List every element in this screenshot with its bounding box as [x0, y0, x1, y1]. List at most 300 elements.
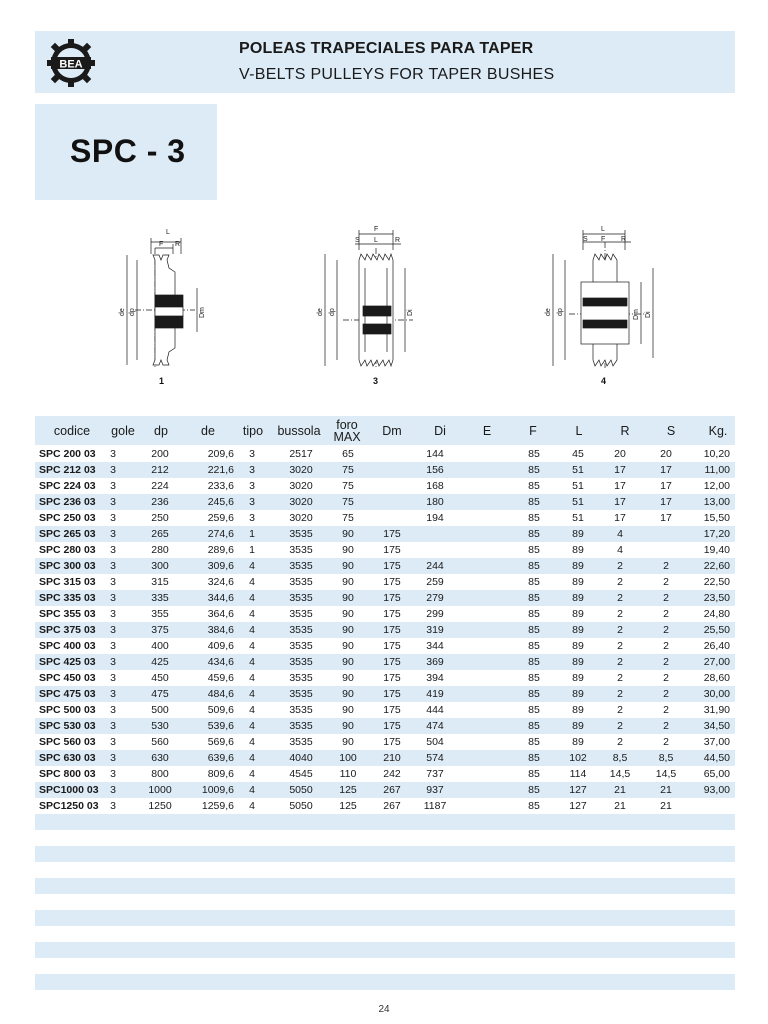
svg-text:L: L	[374, 237, 378, 244]
table-cell-de: 1009,6	[201, 784, 234, 796]
table-cell-dp: 500	[151, 704, 169, 716]
table-cell-kg: 10,20	[703, 448, 730, 460]
table-cell-e	[462, 526, 482, 542]
table-row	[35, 542, 735, 558]
table-row	[35, 638, 735, 654]
table-cell-codice: SPC 800 03	[39, 768, 96, 780]
table-row	[35, 750, 735, 766]
table-cell-f: 85	[528, 672, 540, 684]
svg-text:Di: Di	[407, 309, 414, 316]
empty-table-row	[35, 958, 735, 974]
svg-text:R: R	[621, 236, 627, 243]
svg-text:dp: dp	[129, 308, 136, 316]
table-cell-dp: 335	[151, 592, 169, 604]
table-cell-dp: 355	[151, 608, 169, 620]
table-cell-kg: 19,40	[703, 544, 730, 556]
svg-text:de: de	[119, 308, 126, 316]
table-cell-s: 2	[663, 608, 669, 620]
table-cell-gole: 3	[110, 464, 116, 476]
table-cell-dm: 242	[383, 768, 401, 780]
table-cell-r: 2	[617, 672, 623, 684]
table-cell-codice: SPC 450 03	[39, 672, 96, 684]
table-cell-di: 504	[426, 736, 444, 748]
table-cell-dm	[370, 462, 414, 478]
table-cell-de: 1259,6	[201, 800, 234, 812]
table-cell-tipo: 4	[249, 624, 255, 636]
table-cell-bussola: 3535	[289, 560, 313, 572]
table-cell-s: 2	[663, 560, 669, 572]
table-cell-e	[462, 478, 482, 494]
table-cell-codice: SPC 530 03	[39, 720, 96, 732]
table-cell-gole: 3	[110, 752, 116, 764]
table-cell-s: 2	[663, 640, 669, 652]
table-cell-gole: 3	[110, 624, 116, 636]
table-cell-gole: 3	[110, 496, 116, 508]
table-cell-kg: 65,00	[703, 768, 730, 780]
table-cell-foro-max: 75	[342, 480, 354, 492]
table-cell-kg: 25,50	[703, 624, 730, 636]
table-cell-r: 2	[617, 688, 623, 700]
table-cell-r: 2	[617, 592, 623, 604]
table-cell-foro-max: 75	[342, 464, 354, 476]
table-cell-foro-max: 90	[342, 576, 354, 588]
table-cell-bussola: 3535	[289, 736, 313, 748]
table-cell-l: 89	[572, 688, 584, 700]
table-cell-gole: 3	[110, 560, 116, 572]
table-cell-f: 85	[528, 544, 540, 556]
table-cell-de: 809,6	[207, 768, 234, 780]
table-cell-dp: 236	[151, 496, 169, 508]
table-cell-di: 444	[426, 704, 444, 716]
col-header-e: E	[482, 423, 492, 438]
figure-number-3: 3	[373, 376, 379, 386]
table-cell-de: 484,6	[207, 688, 234, 700]
table-cell-codice: SPC 315 03	[39, 576, 96, 588]
table-cell-s: 17	[660, 496, 672, 508]
table-cell-e	[462, 750, 482, 766]
table-cell-di: 168	[426, 480, 444, 492]
table-cell-di: 474	[426, 720, 444, 732]
table-cell-bussola: 3535	[289, 624, 313, 636]
table-cell-s: 8,5	[658, 752, 674, 764]
col-header-di: Di	[434, 423, 446, 438]
table-cell-gole: 3	[110, 480, 116, 492]
table-cell-dp: 1000	[148, 784, 172, 796]
table-cell-bussola: 3020	[289, 480, 313, 492]
empty-table-row	[35, 878, 735, 894]
table-cell-l: 127	[569, 800, 587, 812]
table-cell-de: 509,6	[207, 704, 234, 716]
table-cell-dm	[370, 478, 414, 494]
figure-type-3	[313, 220, 423, 386]
table-cell-r: 2	[617, 704, 623, 716]
table-cell-gole: 3	[110, 448, 116, 460]
table-cell-foro-max: 90	[342, 656, 354, 668]
title-english: V-BELTS PULLEYS FOR TAPER BUSHES	[239, 66, 555, 83]
table-cell-gole: 3	[110, 688, 116, 700]
table-cell-kg: 28,60	[703, 672, 730, 684]
table-cell-dm: 175	[383, 720, 401, 732]
empty-table-row	[35, 846, 735, 862]
table-cell-gole: 3	[110, 528, 116, 540]
table-cell-s: 2	[663, 736, 669, 748]
table-cell-e	[462, 622, 482, 638]
table-row	[35, 558, 735, 574]
table-cell-foro-max: 90	[342, 704, 354, 716]
figure-type-4	[541, 220, 661, 386]
table-cell-di: 194	[426, 512, 444, 524]
table-cell-bussola: 3020	[289, 496, 313, 508]
table-cell-codice: SPC 425 03	[39, 656, 96, 668]
table-cell-codice: SPC 475 03	[39, 688, 96, 700]
table-cell-e	[462, 670, 482, 686]
table-cell-e	[462, 638, 482, 654]
table-cell-gole: 3	[110, 720, 116, 732]
table-cell-r: 2	[617, 736, 623, 748]
table-cell-r: 4	[617, 544, 623, 556]
table-cell-foro-max: 90	[342, 640, 354, 652]
table-cell-codice: SPC 500 03	[39, 704, 96, 716]
table-cell-f: 85	[528, 768, 540, 780]
col-header-l: L	[575, 423, 583, 438]
table-cell-dm: 175	[383, 624, 401, 636]
table-cell-kg: 23,50	[703, 592, 730, 604]
table-cell-di: 344	[426, 640, 444, 652]
table-cell-s: 17	[660, 464, 672, 476]
svg-text:F: F	[374, 226, 379, 233]
table-row	[35, 478, 735, 494]
table-cell-f: 85	[528, 448, 540, 460]
table-cell-codice: SPC 630 03	[39, 752, 96, 764]
table-cell-kg: 30,00	[703, 688, 730, 700]
table-cell-f: 85	[528, 656, 540, 668]
table-cell-r: 8,5	[612, 752, 628, 764]
table-cell-bussola: 3535	[289, 656, 313, 668]
table-cell-f: 85	[528, 512, 540, 524]
col-header-foro-max: foro MAX	[333, 417, 361, 444]
empty-table-row	[35, 910, 735, 926]
table-cell-bussola: 4040	[289, 752, 313, 764]
table-cell-di: 737	[426, 768, 444, 780]
table-cell-f: 85	[528, 752, 540, 764]
table-cell-f: 85	[528, 592, 540, 604]
table-cell-bussola: 3535	[289, 704, 313, 716]
table-cell-r: 20	[614, 448, 626, 460]
table-cell-f: 85	[528, 688, 540, 700]
table-cell-e	[462, 558, 482, 574]
table-cell-f: 85	[528, 640, 540, 652]
table-cell-foro-max: 75	[342, 512, 354, 524]
table-cell-tipo: 3	[249, 512, 255, 524]
table-cell-f: 85	[528, 784, 540, 796]
table-cell-tipo: 4	[249, 800, 255, 812]
table-cell-dp: 425	[151, 656, 169, 668]
table-cell-tipo: 3	[249, 480, 255, 492]
table-cell-s: 21	[660, 784, 672, 796]
empty-table-row	[35, 974, 735, 990]
table-cell-di: 419	[426, 688, 444, 700]
empty-table-row	[35, 830, 735, 846]
empty-table-row	[35, 894, 735, 910]
table-cell-foro-max: 90	[342, 624, 354, 636]
table-cell-l: 127	[569, 784, 587, 796]
table-cell-codice: SPC 280 03	[39, 544, 96, 556]
svg-text:dp: dp	[329, 308, 336, 316]
table-cell-de: 221,6	[207, 464, 234, 476]
table-row	[35, 654, 735, 670]
table-cell-dp: 280	[151, 544, 169, 556]
table-cell-kg: 27,00	[703, 656, 730, 668]
table-cell-e	[462, 462, 482, 478]
table-cell-codice: SPC 224 03	[39, 480, 96, 492]
table-cell-s: 2	[663, 672, 669, 684]
table-cell-l: 89	[572, 560, 584, 572]
table-cell-f: 85	[528, 704, 540, 716]
table-cell-foro-max: 125	[339, 784, 357, 796]
svg-text:L: L	[601, 226, 605, 233]
table-cell-de: 309,6	[207, 560, 234, 572]
table-cell-codice: SPC 335 03	[39, 592, 96, 604]
table-cell-bussola: 3535	[289, 592, 313, 604]
table-cell-tipo: 1	[249, 544, 255, 556]
table-row	[35, 702, 735, 718]
table-cell-codice: SPC 355 03	[39, 608, 96, 620]
table-row	[35, 526, 735, 542]
table-cell-l: 51	[572, 480, 584, 492]
table-cell-di: 319	[426, 624, 444, 636]
table-cell-de: 639,6	[207, 752, 234, 764]
table-cell-r: 17	[614, 496, 626, 508]
table-header	[35, 416, 735, 445]
table-cell-gole: 3	[110, 672, 116, 684]
table-cell-r: 2	[617, 608, 623, 620]
table-cell-di: 299	[426, 608, 444, 620]
table-cell-codice: SPC1250 03	[39, 800, 99, 812]
table-cell-tipo: 4	[249, 752, 255, 764]
table-cell-l: 51	[572, 464, 584, 476]
table-cell-tipo: 4	[249, 768, 255, 780]
table-cell-r: 2	[617, 560, 623, 572]
table-cell-dm: 175	[383, 544, 401, 556]
table-cell-di: 180	[426, 496, 444, 508]
table-cell-tipo: 4	[249, 672, 255, 684]
table-cell-dm	[370, 510, 414, 526]
table-row	[35, 782, 735, 798]
col-header-codice: codice	[53, 423, 91, 438]
table-cell-kg	[688, 798, 730, 814]
table-cell-gole: 3	[110, 512, 116, 524]
empty-table-row	[35, 942, 735, 958]
table-cell-dp: 375	[151, 624, 169, 636]
table-cell-s: 20	[660, 448, 672, 460]
table-cell-r: 2	[617, 624, 623, 636]
col-header-kg: Kg.	[708, 423, 728, 438]
table-row	[35, 622, 735, 638]
table-cell-e	[462, 606, 482, 622]
table-cell-gole: 3	[110, 592, 116, 604]
table-cell-dp: 800	[151, 768, 169, 780]
table-cell-codice: SPC 560 03	[39, 736, 96, 748]
table-cell-e	[462, 718, 482, 734]
col-header-bussola: bussola	[277, 423, 321, 438]
table-cell-l: 89	[572, 672, 584, 684]
table-cell-l: 102	[569, 752, 587, 764]
table-row	[35, 462, 735, 478]
table-cell-foro-max: 100	[339, 752, 357, 764]
table-cell-e	[462, 510, 482, 526]
table-cell-tipo: 4	[249, 688, 255, 700]
table-cell-de: 233,6	[207, 480, 234, 492]
svg-text:F: F	[601, 236, 606, 243]
table-cell-dp: 265	[151, 528, 169, 540]
model-label: SPC - 3	[70, 133, 186, 169]
table-cell-tipo: 4	[249, 640, 255, 652]
table-cell-bussola: 3535	[289, 576, 313, 588]
table-cell-kg: 26,40	[703, 640, 730, 652]
figure-number-1: 1	[159, 376, 165, 386]
svg-text:Di: Di	[645, 311, 652, 318]
table-cell-s	[654, 526, 678, 542]
table-cell-dm	[370, 494, 414, 510]
table-cell-s: 2	[663, 576, 669, 588]
table-cell-r: 2	[617, 656, 623, 668]
table-cell-de: 324,6	[207, 576, 234, 588]
table-cell-e	[462, 702, 482, 718]
table-cell-gole: 3	[110, 736, 116, 748]
col-header-f: F	[529, 423, 537, 438]
table-cell-de: 274,6	[207, 528, 234, 540]
table-cell-dm: 175	[383, 656, 401, 668]
table-cell-gole: 3	[110, 576, 116, 588]
page-number: 24	[378, 1004, 390, 1015]
table-cell-s: 2	[663, 720, 669, 732]
table-cell-foro-max: 90	[342, 544, 354, 556]
table-cell-di: 244	[426, 560, 444, 572]
table-row	[35, 766, 735, 782]
table-cell-f: 85	[528, 528, 540, 540]
title-spanish: POLEAS TRAPECIALES PARA TAPER	[239, 40, 534, 57]
table-cell-de: 459,6	[207, 672, 234, 684]
table-cell-r: 2	[617, 576, 623, 588]
table-cell-tipo: 4	[249, 560, 255, 572]
table-cell-l: 89	[572, 592, 584, 604]
col-header-gole: gole	[111, 423, 135, 438]
table-cell-dm: 267	[383, 784, 401, 796]
empty-table-row	[35, 926, 735, 942]
table-cell-kg: 31,90	[703, 704, 730, 716]
table-cell-dm: 175	[383, 528, 401, 540]
table-cell-l: 114	[569, 768, 587, 780]
col-header-r: R	[620, 423, 630, 438]
table-cell-tipo: 3	[249, 448, 255, 460]
table-cell-l: 45	[572, 448, 584, 460]
table-cell-e	[462, 574, 482, 590]
table-row	[35, 606, 735, 622]
table-cell-dm: 210	[383, 752, 401, 764]
col-header-tipo: tipo	[242, 423, 264, 438]
svg-text:dp: dp	[557, 308, 564, 316]
table-cell-gole: 3	[110, 768, 116, 780]
table-cell-dm: 175	[383, 688, 401, 700]
table-cell-s: 2	[663, 624, 669, 636]
table-cell-tipo: 3	[249, 464, 255, 476]
table-cell-e	[462, 654, 482, 670]
table-cell-codice: SPC 265 03	[39, 528, 96, 540]
table-cell-dp: 630	[151, 752, 169, 764]
table-cell-kg: 24,80	[703, 608, 730, 620]
table-cell-e	[462, 590, 482, 606]
table-cell-l: 89	[572, 704, 584, 716]
table-cell-s	[654, 542, 678, 558]
table-cell-gole: 3	[110, 640, 116, 652]
figure-number-4: 4	[601, 376, 607, 386]
svg-text:Dm: Dm	[633, 309, 640, 320]
table-cell-e	[462, 446, 482, 462]
table-cell-dp: 300	[151, 560, 169, 572]
table-cell-f: 85	[528, 480, 540, 492]
table-cell-s: 2	[663, 656, 669, 668]
table-row	[35, 686, 735, 702]
table-cell-dp: 530	[151, 720, 169, 732]
table-cell-dp: 400	[151, 640, 169, 652]
table-cell-foro-max: 75	[342, 496, 354, 508]
table-cell-f: 85	[528, 576, 540, 588]
table-row	[35, 446, 735, 462]
table-cell-f: 85	[528, 720, 540, 732]
table-cell-l: 51	[572, 512, 584, 524]
table-cell-dp: 315	[151, 576, 169, 588]
table-cell-e	[462, 686, 482, 702]
table-cell-foro-max: 90	[342, 592, 354, 604]
table-cell-s: 2	[663, 704, 669, 716]
table-cell-dm: 175	[383, 592, 401, 604]
table-cell-r: 17	[614, 480, 626, 492]
table-cell-di	[418, 526, 452, 542]
table-cell-tipo: 4	[249, 784, 255, 796]
table-cell-de: 259,6	[207, 512, 234, 524]
table-cell-r: 17	[614, 512, 626, 524]
svg-text:Dm: Dm	[199, 307, 206, 318]
figure-type-1	[115, 220, 215, 386]
table-cell-tipo: 4	[249, 608, 255, 620]
table-cell-dm: 175	[383, 608, 401, 620]
table-cell-dp: 475	[151, 688, 169, 700]
table-cell-tipo: 4	[249, 704, 255, 716]
table-cell-l: 89	[572, 528, 584, 540]
table-cell-dm: 175	[383, 576, 401, 588]
svg-text:S: S	[355, 237, 360, 244]
table-cell-f: 85	[528, 800, 540, 812]
table-cell-dp: 560	[151, 736, 169, 748]
table-cell-di: 156	[426, 464, 444, 476]
table-cell-codice: SPC 250 03	[39, 512, 96, 524]
table-row	[35, 574, 735, 590]
table-cell-di: 1187	[423, 800, 447, 812]
table-cell-de: 434,6	[207, 656, 234, 668]
table-cell-r: 2	[617, 640, 623, 652]
table-cell-foro-max: 90	[342, 528, 354, 540]
table-cell-gole: 3	[110, 800, 116, 812]
table-cell-dm: 175	[383, 736, 401, 748]
table-cell-kg: 37,00	[703, 736, 730, 748]
table-cell-codice: SPC1000 03	[39, 784, 99, 796]
table-cell-de: 289,6	[207, 544, 234, 556]
table-cell-s: 2	[663, 592, 669, 604]
table-cell-s: 14,5	[655, 768, 677, 780]
col-header-dp: dp	[154, 423, 168, 438]
table-cell-dp: 200	[151, 448, 169, 460]
table-cell-s: 21	[660, 800, 672, 812]
